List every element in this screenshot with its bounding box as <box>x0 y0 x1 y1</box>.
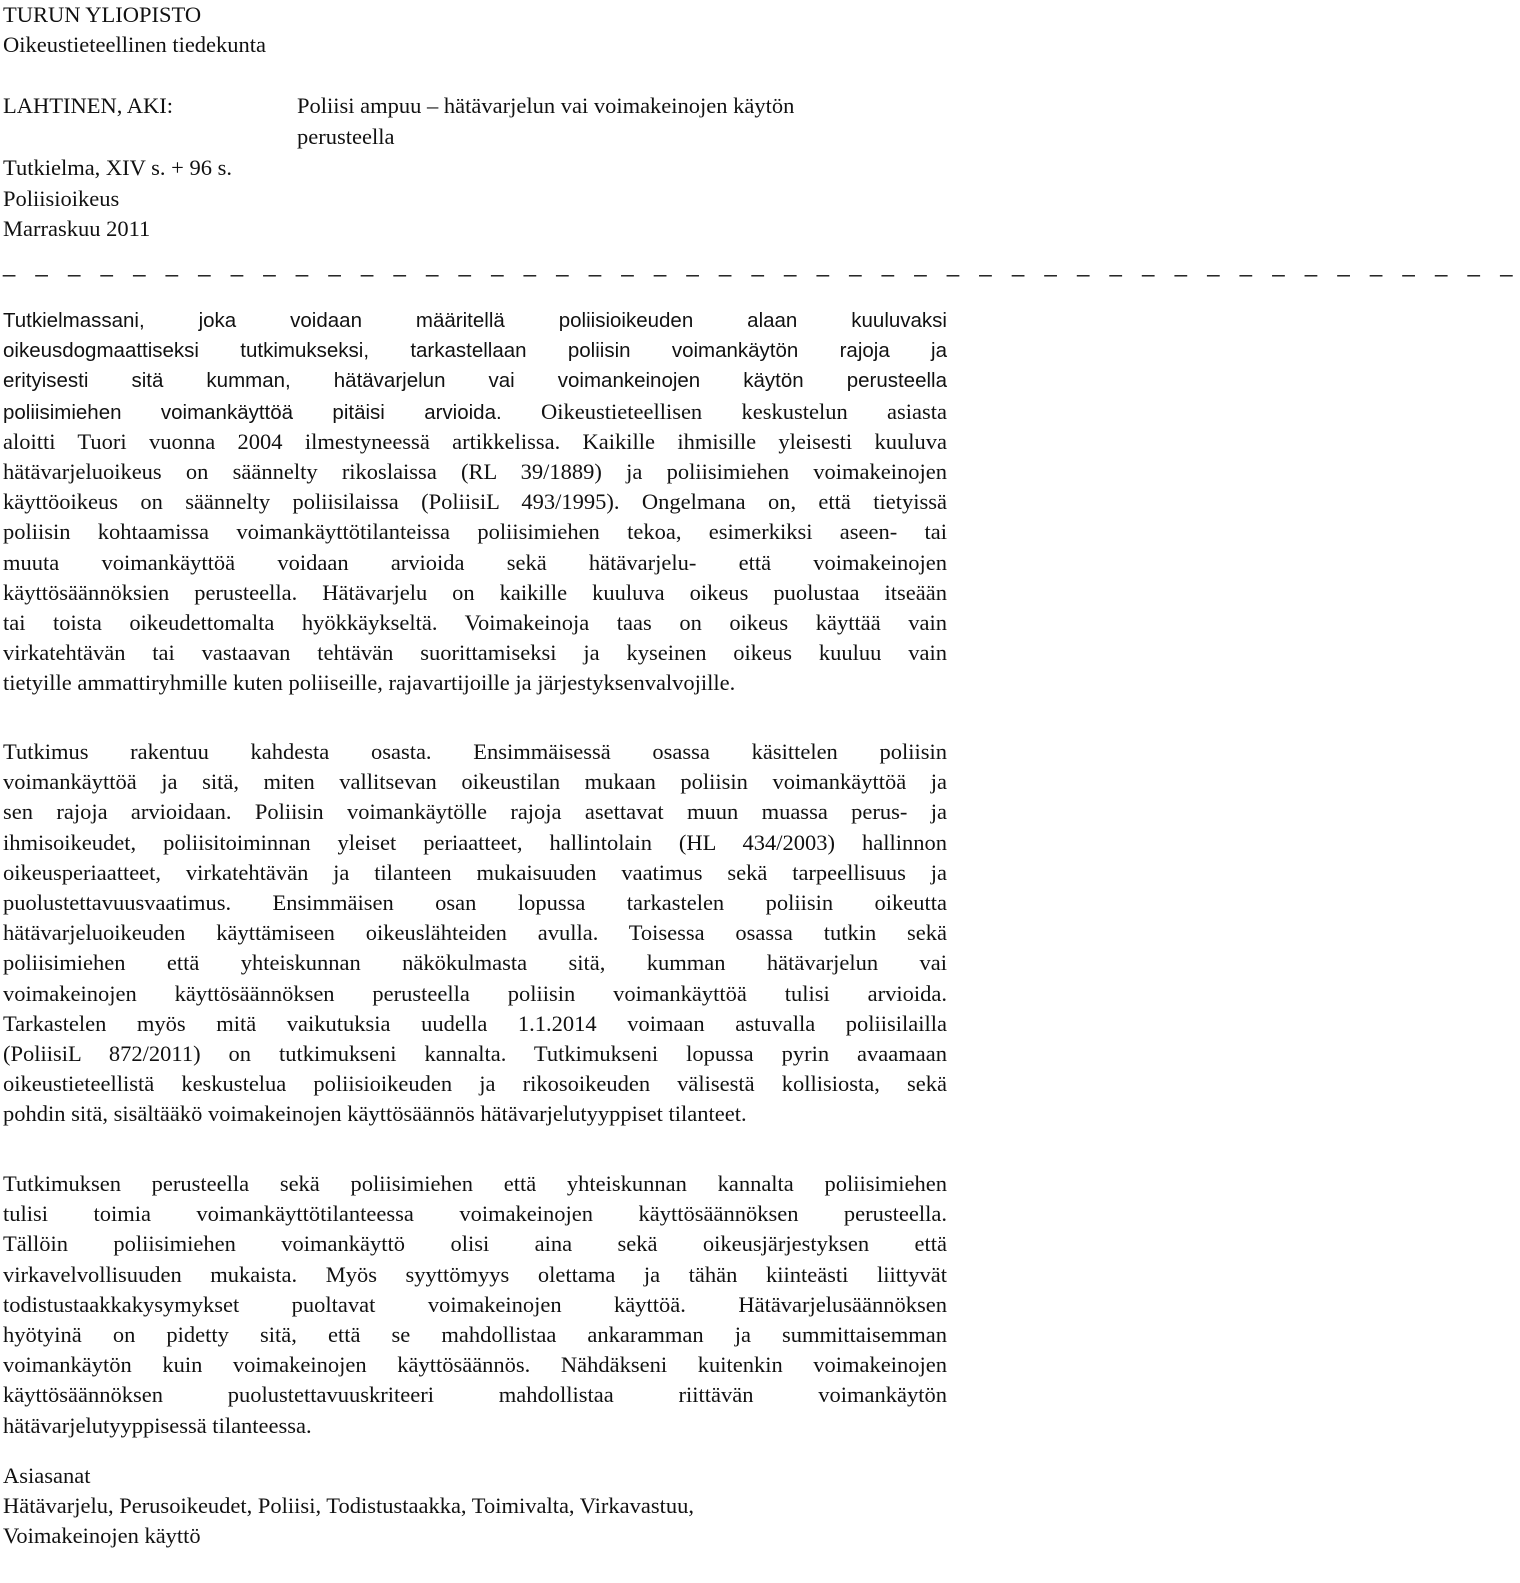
paragraph-3-line: käyttösäännöksen puolustettavuuskriteeri mahdollistaa riittävän voimankäytön <box>3 1382 947 1408</box>
paragraph-2-line: (PoliisiL 872/2011) on tutkimukseni kannalta. Tutkimukseni lopussa pyrin avaamaan <box>3 1040 947 1066</box>
paragraph-2-line: ihmisoikeudet, poliisitoiminnan yleiset periaatteet, hallintolain (HL 434/2003) hallinnon <box>3 829 947 855</box>
paragraph-1-line: käyttösäännöksien perusteella. Hätävarjelu on kaikille kuuluva oikeus puolustaa itseään <box>3 579 947 605</box>
paragraph-1-line: erityisesti sitä kumman, hätävarjelun vai voimankeinojen käytön perusteella <box>3 369 947 393</box>
paragraph-1-line: poliisimiehen voimankäyttöä pitäisi arvioida. Oikeustieteellisen keskustelun asiasta <box>3 398 947 424</box>
keywords-heading: Asiasanat <box>3 1463 91 1488</box>
paragraph-3-line: hyötyinä on pidetty sitä, että se mahdollistaa ankaramman ja summittaisemman <box>3 1321 947 1347</box>
paragraph-2-line: Tutkimus rakentuu kahdesta osasta. Ensimmäisessä osassa käsittelen poliisin <box>3 739 947 764</box>
abstract-paragraph-1 <box>3 306 947 698</box>
paragraph-1-line: poliisin kohtaamissa voimankäyttötilanteissa poliisimiehen tekoa, esimerkiksi aseen- tai <box>3 519 947 545</box>
paragraph-1-line: tietyille ammattiryhmille kuten poliiseille, rajavartijoille ja järjestyksenvalvojille. <box>3 670 736 696</box>
paragraph-2-line: oikeustieteellistä keskustelua poliisioikeuden ja rikosoikeuden välisestä kollisiosta, sekä <box>3 1071 947 1097</box>
paragraph-3-line: virkavelvollisuuden mukaista. Myös syyttömyys olettama ja tähän kiinteästi liittyvät <box>3 1261 947 1287</box>
paragraph-2-line: puolustettavuusvaatimus. Ensimmäisen osan lopussa tarkastelen poliisin oikeutta <box>3 889 947 915</box>
paragraph-2-line: hätävarjeluoikeuden käyttämiseen oikeuslähteiden avulla. Toisessa osassa tutkin sekä <box>3 920 947 946</box>
keywords-line-2: Voimakeinojen käyttö <box>3 1523 201 1548</box>
separator-line: _ _ _ _ _ _ _ _ _ _ _ _ _ _ _ _ _ _ _ _ _ _ _ _ _ _ _ _ _ _ _ _ _ _ _ _ _ _ _ _ _ _ _ _ _ _ _ <box>3 252 1520 277</box>
paragraph-1-line: hätävarjeluoikeus on säännelty rikoslaissa (RL 39/1889) ja poliisimiehen voimakeinojen <box>3 458 947 484</box>
abstract-paragraph-2 <box>3 737 947 1129</box>
paragraph-1-line: tai toista oikeudettomalta hyökkäykseltä. Voimakeinoja taas on oikeus käyttää vain <box>3 609 947 635</box>
paragraph-1-line: aloitti Tuori vuonna 2004 ilmestyneessä artikkelissa. Kaikille ihmisille yleisesti kuuluva <box>3 428 947 454</box>
paragraph-1-line: käyttöoikeus on säännelty poliisilaissa (PoliisiL 493/1995). Ongelmana on, että tietyissä <box>3 489 947 515</box>
paragraph-2-line: pohdin sitä, sisältääkö voimakeinojen käyttösäännös hätävarjelutyyppiset tilanteet. <box>3 1101 747 1127</box>
paragraph-2-line: voimakeinojen käyttösäännöksen perusteella poliisin voimankäyttöä tulisi arvioida. <box>3 980 947 1006</box>
paragraph-2-line: sen rajoja arvioidaan. Poliisin voimankäytölle rajoja asettavat muun muassa perus- ja <box>3 799 947 825</box>
paragraph-3-line: Tutkimuksen perusteella sekä poliisimiehen että yhteiskunnan kannalta poliisimiehen <box>3 1171 947 1196</box>
paragraph-3-line: Tällöin poliisimiehen voimankäyttö olisi aina sekä oikeusjärjestyksen että <box>3 1231 947 1257</box>
paragraph-3-line: todistustaakkakysymykset puoltavat voimakeinojen käyttöä. Hätävarjelusäännöksen <box>3 1291 947 1317</box>
keywords-line-1: Hätävarjelu, Perusoikeudet, Poliisi, Todistustaakka, Toimivalta, Virkavastuu, <box>3 1493 695 1518</box>
paragraph-1-line: virkatehtävän tai vastaavan tehtävän suorittamiseksi ja kyseinen oikeus kuuluu vain <box>3 640 947 666</box>
paragraph-2-line: oikeusperiaatteet, virkatehtävän ja tilanteen mukaisuuden vaatimus sekä tarpeellisuus ja <box>3 859 947 885</box>
paragraph-3-line: voimankäytön kuin voimakeinojen käyttösäännös. Nähdäkseni kuitenkin voimakeinojen <box>3 1352 947 1378</box>
thesis-type: Tutkielma, XIV s. + 96 s. <box>3 155 232 180</box>
paragraph-1-line: oikeusdogmaattiseksi tutkimukseksi, tarkastellaan poliisin voimankäytön rajoja ja <box>3 339 947 363</box>
paragraph-1-line: muuta voimankäyttöä voidaan arvioida sekä hätävarjelu- että voimakeinojen <box>3 549 947 575</box>
paragraph-3-line: tulisi toimia voimankäyttötilanteessa voimakeinojen käyttösäännöksen perusteella. <box>3 1201 947 1227</box>
faculty-name: Oikeustieteellinen tiedekunta <box>3 32 267 57</box>
thesis-date: Marraskuu 2011 <box>3 216 151 241</box>
thesis-title-line-1: Poliisi ampuu – hätävarjelun vai voimakeinojen käytön <box>297 93 795 118</box>
thesis-subject: Poliisioikeus <box>3 186 120 211</box>
paragraph-2-line: poliisimiehen että yhteiskunnan näkökulmasta sitä, kumman hätävarjelun vai <box>3 950 947 976</box>
university-name: TURUN YLIOPISTO <box>3 2 202 27</box>
paragraph-1-line: Tutkielmassani, joka voidaan määritellä poliisioikeuden alaan kuuluvaksi <box>3 309 947 332</box>
author-name: LAHTINEN, AKI: <box>3 93 173 118</box>
paragraph-3-line: hätävarjelutyyppisessä tilanteessa. <box>3 1412 312 1438</box>
abstract-paragraph-3 <box>3 1169 947 1441</box>
thesis-title-line-2: perusteella <box>297 124 395 149</box>
paragraph-2-line: voimankäyttöä ja sitä, miten vallitsevan oikeustilan mukaan poliisin voimankäyttöä ja <box>3 769 947 795</box>
paragraph-2-line: Tarkastelen myös mitä vaikutuksia uudella 1.1.2014 voimaan astuvalla poliisilailla <box>3 1010 947 1036</box>
